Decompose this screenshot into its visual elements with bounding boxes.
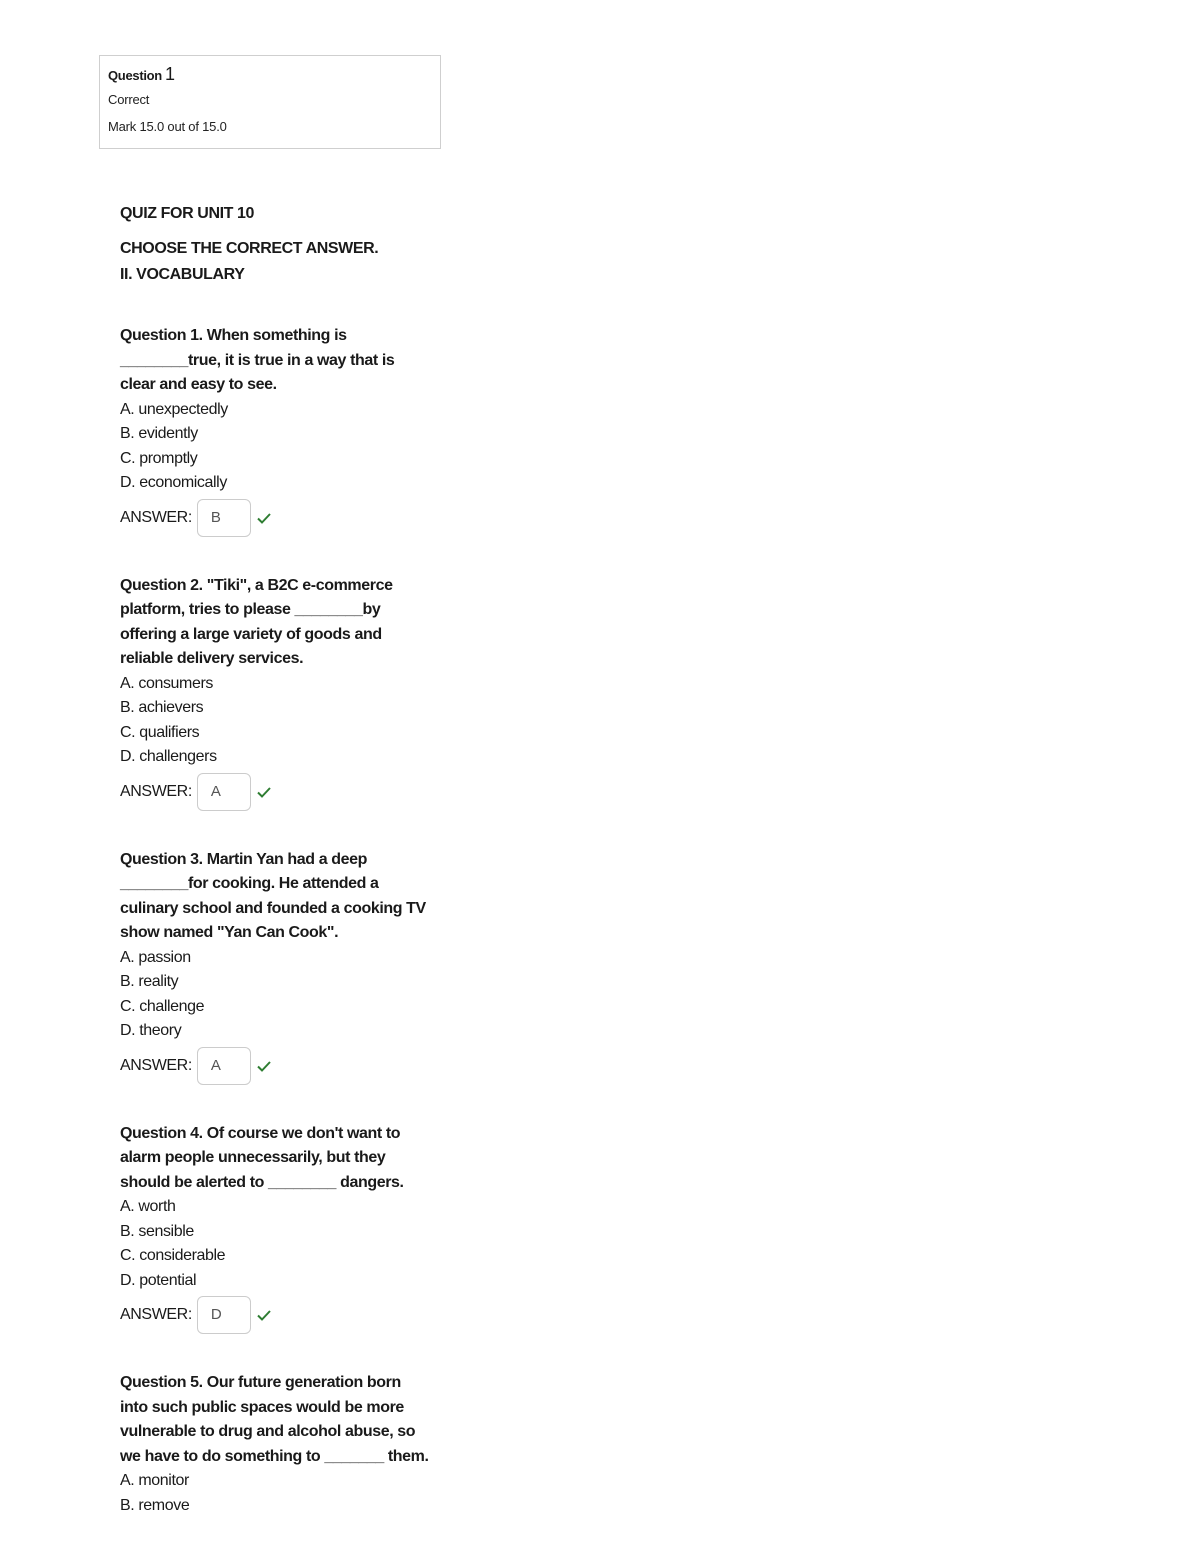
- question-1: [120, 324, 430, 538]
- option-d: D. theory: [120, 1022, 182, 1039]
- option-c: C. challenge: [120, 997, 205, 1015]
- answer-input[interactable]: B: [197, 499, 251, 537]
- question-state: Correct: [108, 92, 150, 107]
- option-b: B. remove: [120, 1496, 190, 1514]
- question-5: [120, 1371, 430, 1518]
- answer-input[interactable]: D: [197, 1296, 251, 1334]
- answer-label: ANSWER:: [120, 508, 192, 526]
- answer-row: [120, 1046, 430, 1086]
- option-d: D. economically: [120, 474, 227, 491]
- answer-row: [120, 498, 430, 538]
- instruction-line: CHOOSE THE CORRECT ANSWER.: [120, 240, 379, 257]
- question-2: [120, 574, 430, 812]
- correct-check-icon: [256, 1307, 272, 1323]
- question-label: Question: [108, 68, 162, 83]
- answer-label: ANSWER:: [120, 1306, 192, 1323]
- correct-check-icon: [256, 784, 272, 800]
- question-4: [120, 1122, 430, 1336]
- option-b: B. evidently: [120, 425, 198, 442]
- question-content: [120, 204, 430, 1518]
- answer-label: ANSWER:: [120, 782, 192, 800]
- correct-check-icon: [256, 1058, 272, 1074]
- option-a: A. passion: [120, 948, 191, 966]
- answer-row: [120, 772, 430, 812]
- answer-input[interactable]: A: [197, 773, 251, 811]
- question-stem: Question 4. Of course we don't want to alarm people unnecessarily, but they should be alerted to ________ dangers.: [120, 1124, 404, 1191]
- option-d: D. challengers: [120, 748, 217, 765]
- correct-check-icon: [256, 510, 272, 526]
- option-b: B. achievers: [120, 699, 204, 716]
- answer-input[interactable]: A: [197, 1047, 251, 1085]
- question-stem: Question 5. Our future generation born into such public spaces would be more vulnerable to drug and alcohol abuse, so we have to do something to _______ them.: [120, 1374, 429, 1465]
- option-b: B. reality: [120, 973, 179, 990]
- option-d: D. potential: [120, 1271, 197, 1289]
- option-a: A. unexpectedly: [120, 400, 228, 418]
- answer-row: [120, 1295, 430, 1335]
- answer-label: ANSWER:: [120, 1056, 192, 1074]
- option-c: C. promptly: [120, 449, 198, 467]
- question-stem: Question 2. "Tiki", a B2C e-commerce platform, tries to please ________by offering a large variety of goods and reliable delivery services.: [120, 576, 393, 667]
- question-3: [120, 848, 430, 1086]
- quiz-title: QUIZ FOR UNIT 10: [120, 205, 255, 222]
- option-a: A. monitor: [120, 1472, 189, 1489]
- option-a: A. worth: [120, 1198, 176, 1215]
- question-info-panel: [99, 55, 441, 149]
- section-heading: II. VOCABULARY: [120, 266, 245, 283]
- quiz-instructions: [120, 236, 430, 288]
- question-grade: Mark 15.0 out of 15.0: [108, 119, 227, 134]
- question-stem: Question 1. When something is ________true, it is true in a way that is clear and easy to see.: [120, 327, 395, 393]
- question-number: [108, 64, 440, 86]
- option-b: B. sensible: [120, 1222, 194, 1240]
- question-number-value: 1: [164, 64, 175, 84]
- option-c: C. considerable: [120, 1247, 226, 1264]
- option-a: A. consumers: [120, 674, 214, 692]
- question-stem: Question 3. Martin Yan had a deep ________for cooking. He attended a culinary school and founded a cooking TV show named "Yan Can Cook".: [120, 850, 426, 941]
- option-c: C. qualifiers: [120, 723, 200, 741]
